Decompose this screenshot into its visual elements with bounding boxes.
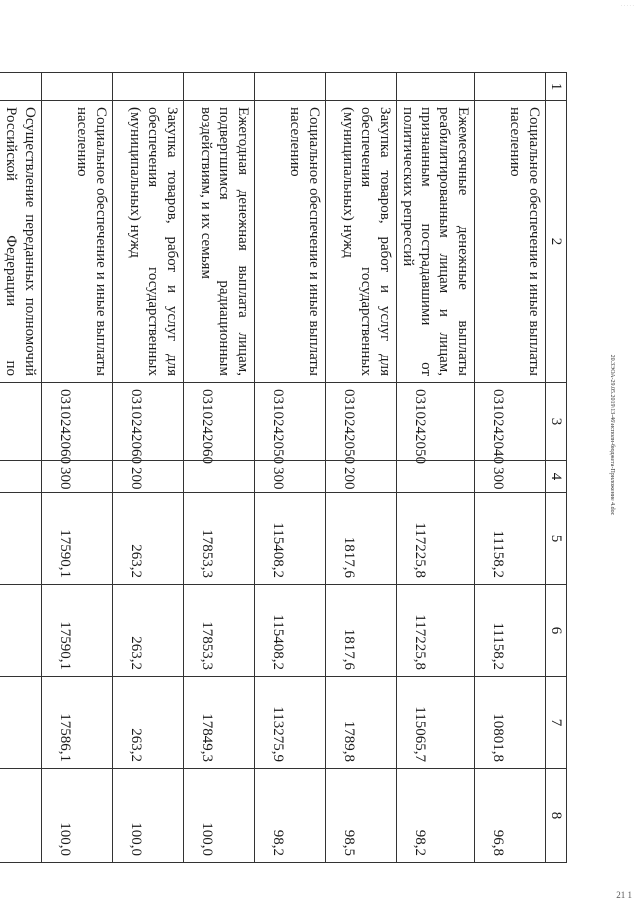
row-executed-amount bbox=[0, 677, 41, 769]
row-executed-amount: 1789,8 bbox=[325, 677, 396, 769]
table-row bbox=[254, 73, 325, 863]
row-description: Ежемесячные денежные выплаты реабилитированным лицам и лицам, признанным пострадавшими от политических репрессий bbox=[396, 101, 474, 383]
table-row bbox=[112, 73, 183, 863]
row-expense-type: 300 bbox=[474, 461, 545, 493]
row-col-1-empty bbox=[112, 73, 183, 101]
row-col-1-empty bbox=[396, 73, 474, 101]
scan-artifact: · · · · · bbox=[620, 4, 634, 9]
row-revised-amount: 1817,6 bbox=[325, 585, 396, 677]
row-expense-type: 300 bbox=[254, 461, 325, 493]
row-description: Социальное обеспечение и иные выплаты населению bbox=[41, 101, 112, 383]
header-col-3: 3 bbox=[545, 383, 566, 461]
row-execution-percent: 100,0 bbox=[112, 769, 183, 863]
row-planned-amount: 117225,8 bbox=[396, 493, 474, 585]
row-execution-percent: 100,0 bbox=[41, 769, 112, 863]
row-expense-type bbox=[396, 461, 474, 493]
row-revised-amount: 17590,1 bbox=[41, 585, 112, 677]
table-row bbox=[474, 73, 545, 863]
row-executed-amount: 17586,1 bbox=[41, 677, 112, 769]
row-col-1-empty bbox=[41, 73, 112, 101]
row-target-code bbox=[0, 383, 41, 461]
row-target-code: 0310242060 bbox=[41, 383, 112, 461]
row-col-1-empty bbox=[254, 73, 325, 101]
row-planned-amount: 11158,2 bbox=[474, 493, 545, 585]
row-executed-amount: 263,2 bbox=[112, 677, 183, 769]
table-row bbox=[396, 73, 474, 863]
row-col-1-empty bbox=[0, 73, 41, 101]
table-row bbox=[0, 73, 41, 863]
row-description: Ежегодная денежная выплата лицам, подвергшимся радиационным воздействиям, и их семьям bbox=[183, 101, 254, 383]
header-col-4: 4 bbox=[545, 461, 566, 493]
row-col-1-empty bbox=[183, 73, 254, 101]
row-col-1-empty bbox=[474, 73, 545, 101]
header-col-2: 2 bbox=[545, 101, 566, 383]
row-target-code: 0310242060 bbox=[183, 383, 254, 461]
row-execution-percent: 100,0 bbox=[183, 769, 254, 863]
table-row bbox=[41, 73, 112, 863]
row-planned-amount: 17853,3 bbox=[183, 493, 254, 585]
row-target-code: 0310242060 bbox=[112, 383, 183, 461]
row-expense-type: 200 bbox=[325, 461, 396, 493]
row-revised-amount: 115408,2 bbox=[254, 585, 325, 677]
row-expense-type: 200 bbox=[112, 461, 183, 493]
row-description: Закупка товаров, работ и услуг для обеспечения государственных (муниципальных) нужд bbox=[112, 101, 183, 383]
row-revised-amount: 17853,3 bbox=[183, 585, 254, 677]
table-row bbox=[325, 73, 396, 863]
header-col-6: 6 bbox=[545, 585, 566, 677]
row-col-1-empty bbox=[325, 73, 396, 101]
row-target-code: 0310242050 bbox=[396, 383, 474, 461]
row-revised-amount: 11158,2 bbox=[474, 585, 545, 677]
row-planned-amount: 115408,2 bbox=[254, 493, 325, 585]
row-target-code: 0310242050 bbox=[254, 383, 325, 461]
row-planned-amount: 17590,1 bbox=[41, 493, 112, 585]
row-target-code: 0310242050 bbox=[325, 383, 396, 461]
row-description: Социальное обеспечение и иные выплаты населению bbox=[254, 101, 325, 383]
document-file-path: 20.3ЭОА-29.05.2019\13-46\исполн-бюджета-Приложение 4.doc bbox=[609, 354, 615, 516]
row-execution-percent: 96,8 bbox=[474, 769, 545, 863]
header-col-1: 1 bbox=[545, 73, 566, 101]
table-header-row bbox=[545, 73, 566, 863]
row-expense-type bbox=[183, 461, 254, 493]
row-revised-amount bbox=[0, 585, 41, 677]
row-execution-percent: 98,2 bbox=[254, 769, 325, 863]
row-execution-percent bbox=[0, 769, 41, 863]
row-expense-type: 300 bbox=[41, 461, 112, 493]
row-revised-amount: 263,2 bbox=[112, 585, 183, 677]
row-execution-percent: 98,5 bbox=[325, 769, 396, 863]
budget-table-rotated bbox=[3, 72, 567, 862]
header-col-7: 7 bbox=[545, 677, 566, 769]
header-col-8: 8 bbox=[545, 769, 566, 863]
row-description: Закупка товаров, работ и услуг для обеспечения государственных (муниципальных) нужд bbox=[325, 101, 396, 383]
row-execution-percent: 98,2 bbox=[396, 769, 474, 863]
row-planned-amount: 263,2 bbox=[112, 493, 183, 585]
row-planned-amount: 1817,6 bbox=[325, 493, 396, 585]
row-revised-amount: 117225,8 bbox=[396, 585, 474, 677]
row-planned-amount bbox=[0, 493, 41, 585]
row-executed-amount: 113275,9 bbox=[254, 677, 325, 769]
table-row bbox=[183, 73, 254, 863]
row-expense-type bbox=[0, 461, 41, 493]
header-col-5: 5 bbox=[545, 493, 566, 585]
row-description: Социальное обеспечение и иные выплаты населению bbox=[474, 101, 545, 383]
budget-table bbox=[0, 72, 567, 863]
row-executed-amount: 10801,8 bbox=[474, 677, 545, 769]
row-description: Осуществление переданных полномочий Российской Федерации по bbox=[0, 101, 41, 383]
row-target-code: 0310242040 bbox=[474, 383, 545, 461]
corner-mark: 21 1 bbox=[616, 890, 632, 900]
row-executed-amount: 17849,3 bbox=[183, 677, 254, 769]
row-executed-amount: 115065,7 bbox=[396, 677, 474, 769]
